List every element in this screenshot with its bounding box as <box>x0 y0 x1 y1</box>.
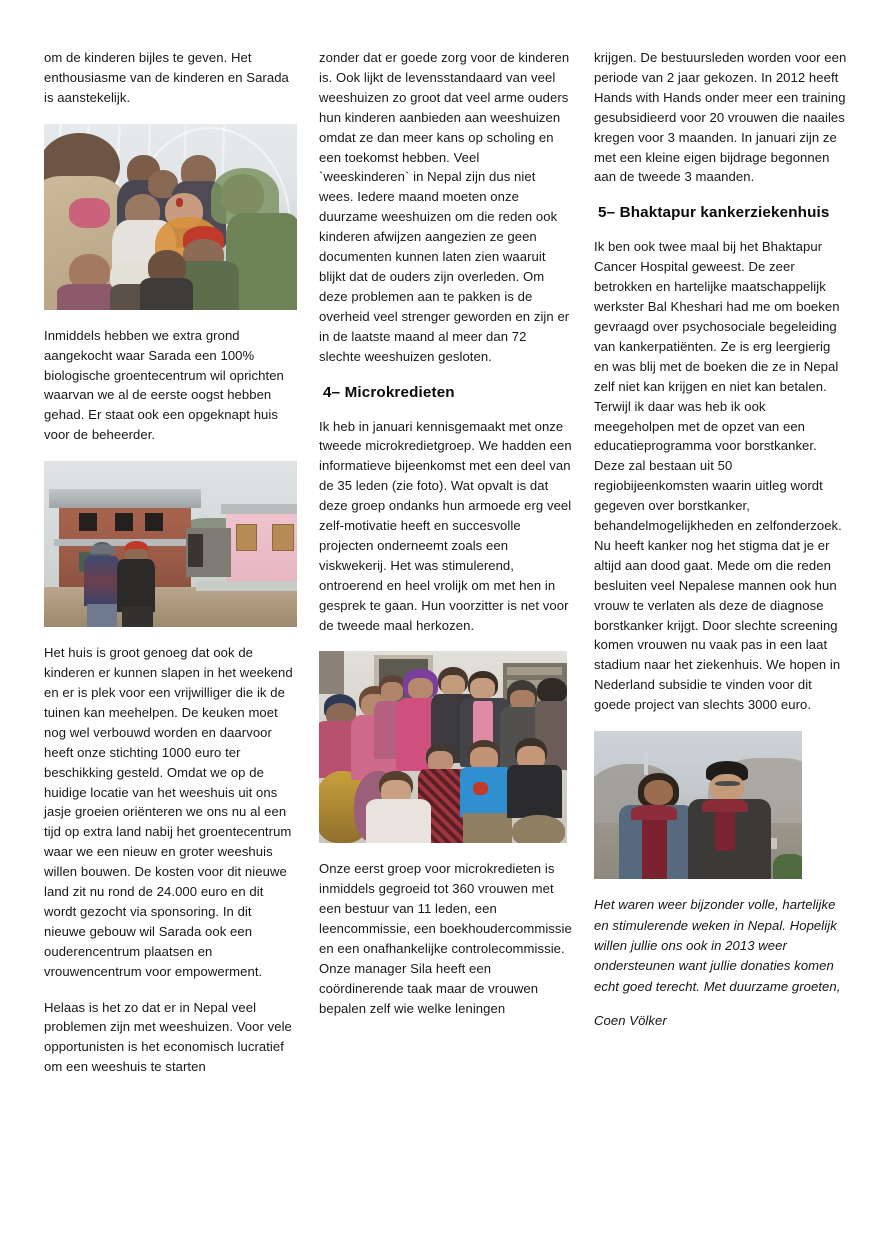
column-right <box>594 48 847 1031</box>
paragraph: om de kinderen bijles te geven. Het enthousiasme van de kinderen en Sarada is aanstekelijk. <box>44 50 289 105</box>
paragraph: Ik ben ook twee maal bij het Bhaktapur Cancer Hospital geweest. De zeer betrokken en hartelijke maatschappelijk werkster Bal Kheshari had me om boeken gevraagd over psychosociale begeleiding van kankerpatiënten. Ze is erg leergierig en was blij met de boeken die ze in Nepal zelf niet kan krijgen en niet kan betalen. Terwijl ik daar was heb ik ook meegeholpen met de opzet van een educatieprogramma voor borstkanker. Deze zal bestaan uit 50 regiobijeenkomsten waarin uitleg wordt gegeven over borstkanker, behandelmogelijkheden en zelfonderzoek. Nu heeft kanker nog het stigma dat je er altijd aan dood gaat. Mede om die reden besluiten veel Nepalese mannen ook hun vrouw te verlaten als deze de diagnose borstkanker krijgt. Door slechte screening komen vrouwen nu vaak pas in een laat stadium naar het ziekenhuis. We hopen in Nederland subsidie te vinden voor dit goede project van slechts 3000 euro. <box>594 239 842 713</box>
photo-microcredit-group <box>319 651 567 843</box>
paragraph: Helaas is het zo dat er in Nepal veel problemen zijn met weeshuizen. Voor vele opportunisten is het economisch lucratief om een weeshuis te starten <box>44 999 292 1075</box>
closing-message: Het waren weer bijzonder volle, hartelijke en stimulerende weken in Nepal. Hopelijk willen jullie ons ook in 2013 weer ondersteunen want jullie donaties komen echt goed terecht. Met duurzame groeten, <box>594 897 841 994</box>
paragraph: zonder dat er goede zorg voor de kinderen is. Ook lijkt de levensstandaard van veel weeshuizen zo groot dat veel arme ouders hun kinderen aanbieden aan weeshuizen omdat ze dan meer kans op scholing en een toekomst hebben. Veel `weeskinderen` in Nepal zijn dus niet wees. Iedere maand moeten onze duurzame weeshuizen om die reden ook kinderen afwijzen aangezien ze geen documenten kunnen laten zien waaruit blijkt dat de ouders zijn overleden. Om deze problemen aan te pakken is de overheid veel strenger geworden en zijn er in de laatste maand al meer dan 72 slechte weeshuizen gesloten. <box>319 50 570 364</box>
photo-figures <box>44 124 297 310</box>
section-heading-bhaktapur: 5– Bhaktapur kankerziekenhuis <box>598 204 830 222</box>
paragraph: krijgen. De bestuursleden worden voor een periode van 2 jaar gekozen. In 2012 heeft Hands with Hands onder meer een training gesubsidieerd voor 20 vrouwen die naailes kregen voor 3 maanden. In januari zijn ze met een kleine eigen bijdrage begonnen aan de tweede 3 maanden. <box>594 50 847 185</box>
column-left <box>44 48 297 1093</box>
paragraph: Onze eerst groep voor microkredieten is inmiddels gegroeid tot 360 vrouwen met een bestuur van 11 leden, een leencommissie, een boekhoudercommissie en een onafhankelijke controlecommissie. Onze manager Sila heeft een coördinerende taak maar de vrouwen bepalen zelf wie welke leningen <box>319 861 572 1016</box>
photo-orphanage-group <box>44 124 297 310</box>
photo-renovated-house <box>44 461 297 627</box>
section-heading-microkredieten: 4– Microkredieten <box>323 383 455 401</box>
paragraph: Inmiddels hebben we extra grond aangekocht waar Sarada een 100% biologische groentecentrum wil oprichten waarvan we al de eerste oogst hebben gehad. Er staat ook een opgeknapt huis voor de beheerder. <box>44 327 284 443</box>
column-middle <box>319 48 572 1019</box>
three-column-layout <box>44 48 847 1093</box>
photo-scene <box>44 461 297 627</box>
signature: Coen Völker <box>594 1013 667 1029</box>
photo-figures <box>594 731 802 879</box>
paragraph: Ik heb in januari kennisgemaakt met onze tweede microkredietgroep. We hadden een informatieve bijeenkomst met een deel van de 35 leden (zie foto). Wat opvalt is dat deze groep ondanks hun armoede erg veel zelf-motivatie heeft en succesvolle projecten onderneemt zoals een viskwekerij. Het was stimulerend, ontroerend en heel vrolijk om met hen in gesprek te gaan. Hun voorzitter is net voor de tweede maal herkozen. <box>319 418 572 633</box>
paragraph: Het huis is groot genoeg dat ook de kinderen er kunnen slapen in het weekend en er is plek voor een vrijwilliger die ik de tuinen kan meehelpen. De keuken moet nog wel verbouwd worden en daarvoor heeft onze stichting 1000 euro ter beschikking gesteld. Omdat we op de huidige locatie van het weeshuis uit ons jasje groeien oriënteren we ons nu al een tijd op extra land nabij het groentecentrum waar we een nieuw en groter weeshuis willen bouwen. De kosten voor dit nieuwe land zit nu rond de 24.000 euro en dit wordt gezocht via sponsoring. In dit nieuwe gebouw wil Sarada ook een ouderencentrum plaatsen en vrouwencentrum voor empowerment. <box>44 645 293 979</box>
photo-figures <box>319 651 567 843</box>
photo-hospital-visit <box>594 731 802 879</box>
